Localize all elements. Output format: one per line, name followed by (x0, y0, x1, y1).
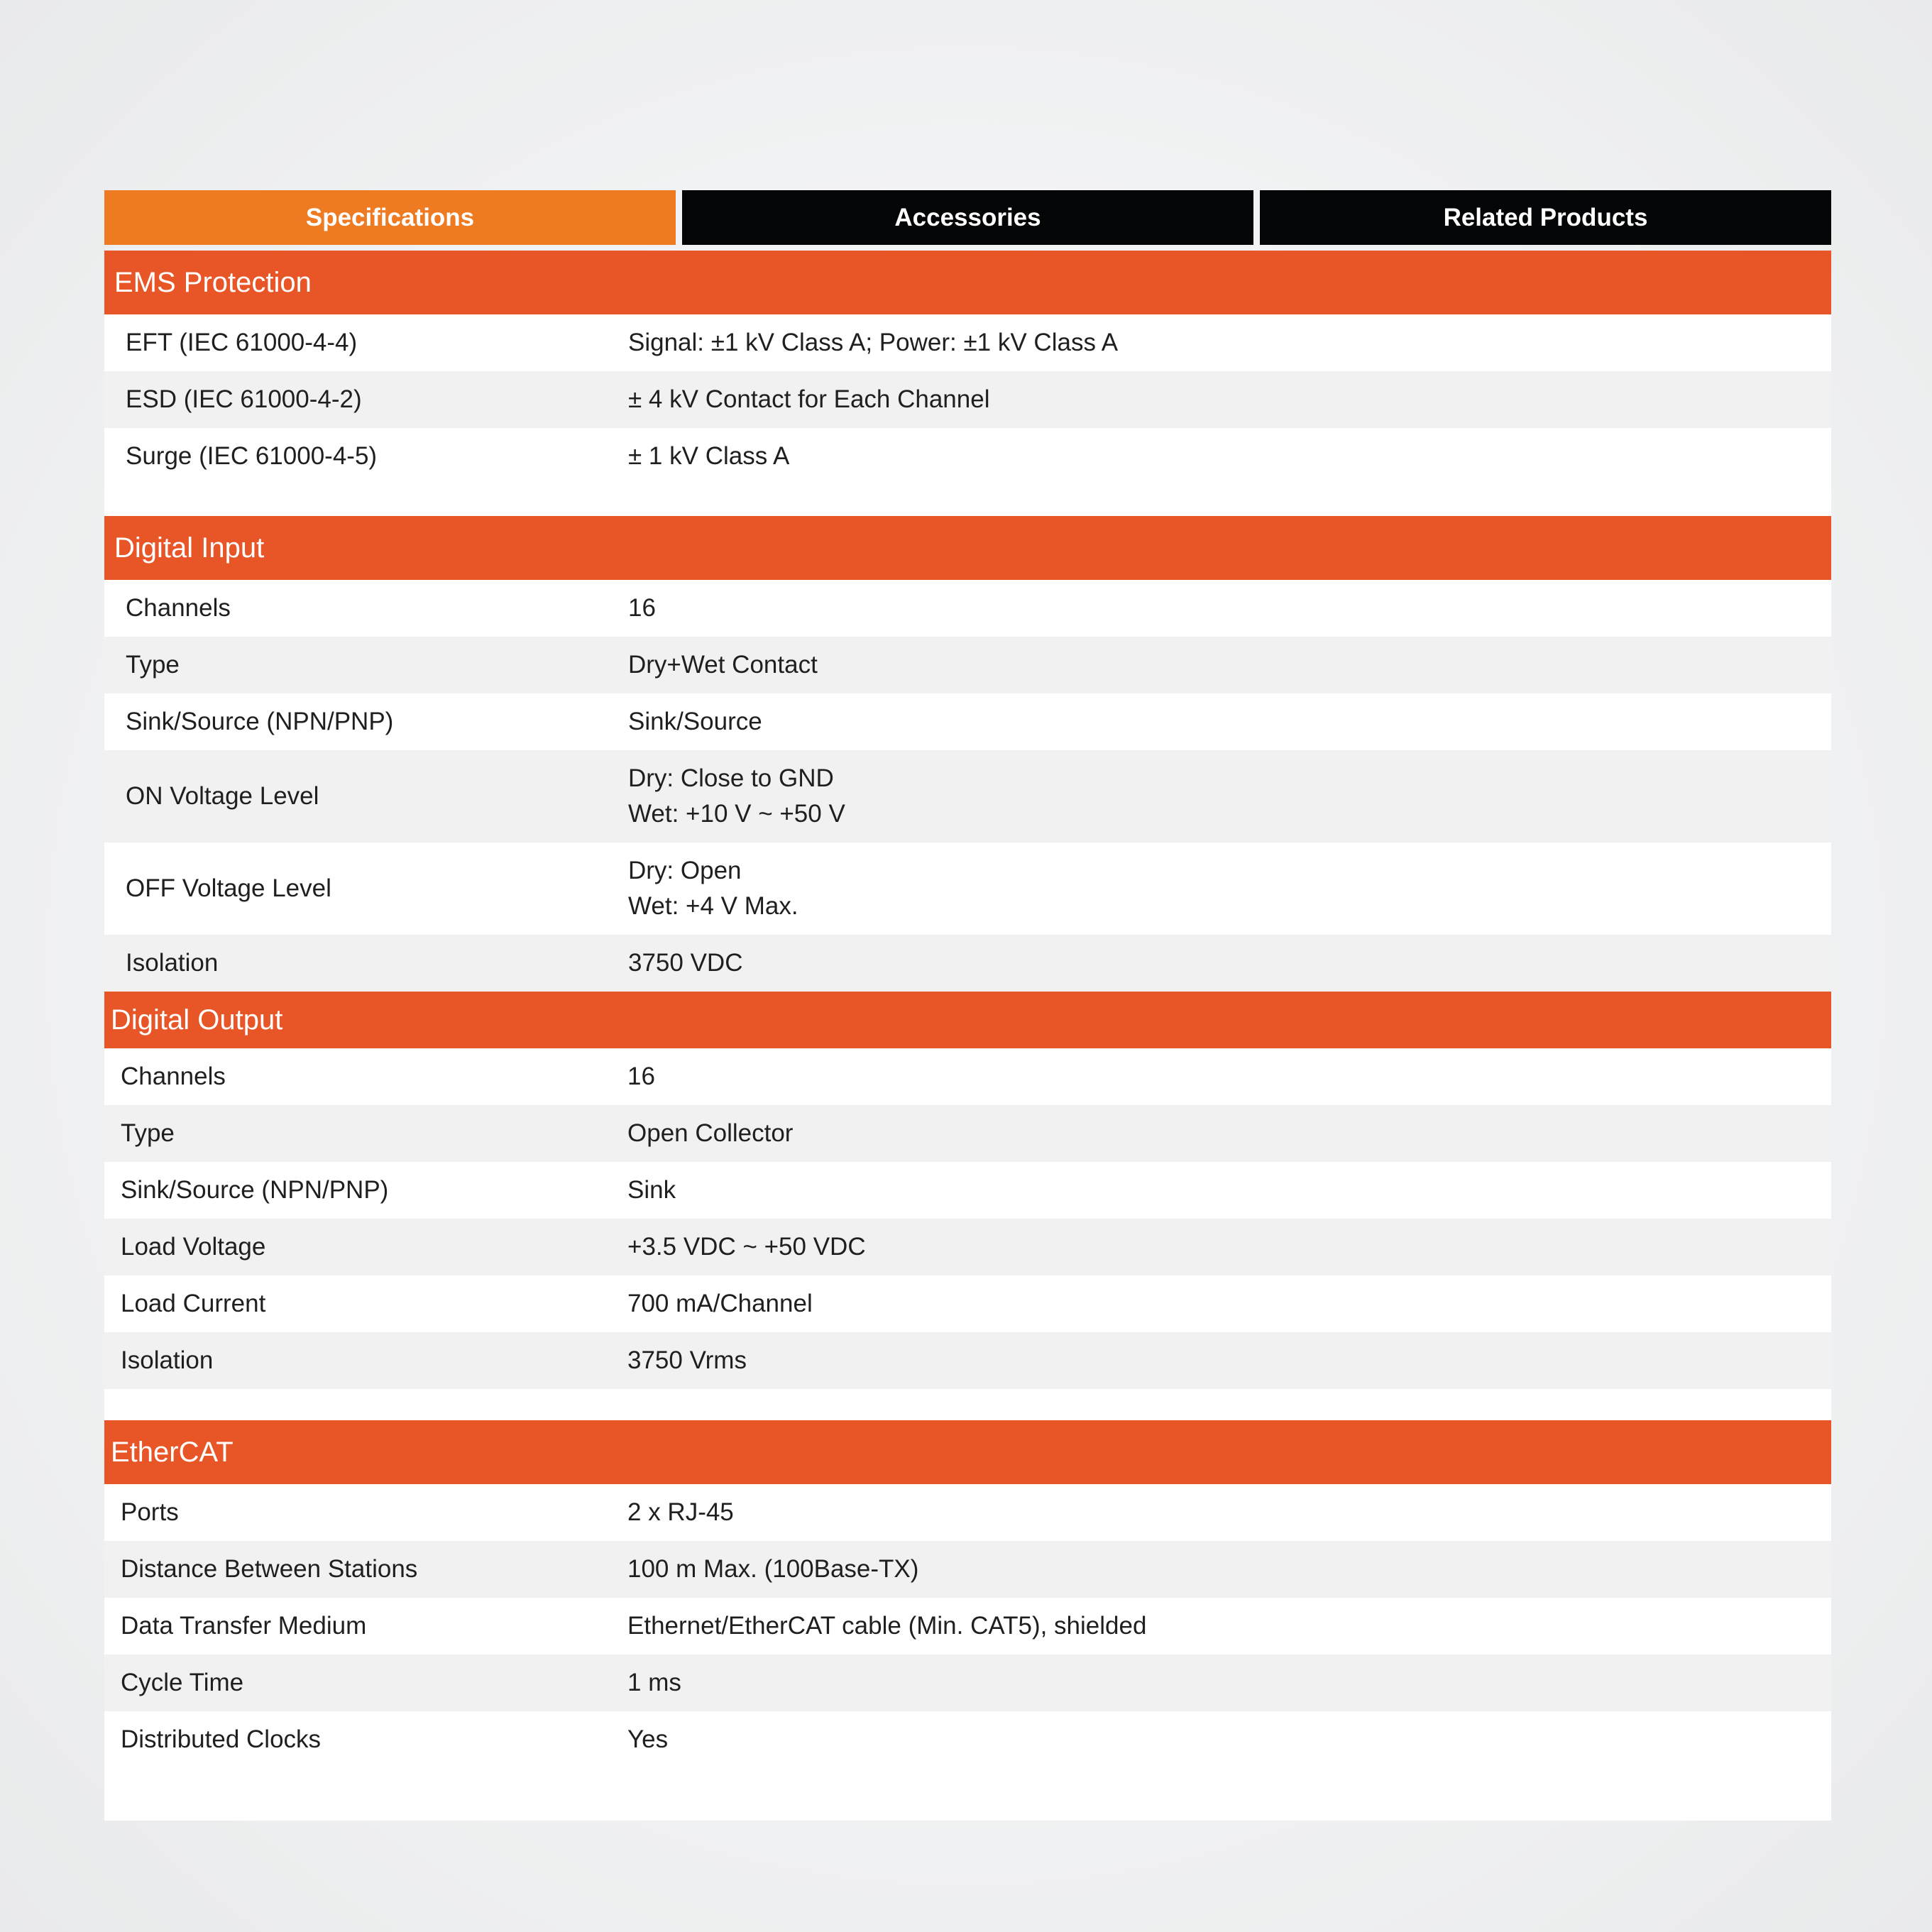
table-row (104, 1162, 1831, 1219)
spec-value: 3750 Vrms (627, 1346, 747, 1374)
spec-value: 2 x RJ-45 (627, 1498, 734, 1526)
table-row (104, 637, 1831, 693)
section-title: Digital Output (104, 992, 1831, 1048)
spec-value: 1 ms (627, 1669, 681, 1696)
spec-label: Sink/Source (NPN/PNP) (121, 1176, 389, 1204)
spec-value: 100 m Max. (100Base-TX) (627, 1555, 919, 1583)
table-row (104, 428, 1831, 485)
spec-label: Channels (126, 594, 231, 622)
table-row (104, 1598, 1831, 1654)
section-spacer (104, 1389, 1831, 1420)
spec-value: ± 1 kV Class A (628, 442, 790, 470)
spec-label: ESD (IEC 61000-4-2) (126, 385, 362, 413)
section-title: EMS Protection (104, 251, 1831, 314)
table-row (104, 1105, 1831, 1162)
table-row (104, 842, 1831, 935)
section-ethercat (104, 1420, 1831, 1821)
spec-label: Ports (121, 1498, 179, 1526)
section-spacer (104, 485, 1831, 516)
table-row (104, 371, 1831, 428)
spec-value (628, 853, 1831, 924)
spec-value: ± 4 kV Contact for Each Channel (628, 385, 990, 413)
spec-label: Load Voltage (121, 1233, 266, 1261)
spec-value: Open Collector (627, 1119, 794, 1147)
table-row (104, 1219, 1831, 1275)
spec-label: Cycle Time (121, 1669, 244, 1696)
spec-label: Isolation (121, 1346, 214, 1374)
spec-value-line: Wet: +10 V ~ +50 V (628, 800, 845, 828)
spec-value: +3.5 VDC ~ +50 VDC (627, 1233, 866, 1261)
table-row (104, 314, 1831, 371)
section-ems-protection (104, 251, 1831, 516)
spec-label: EFT (IEC 61000-4-4) (126, 329, 358, 356)
spec-label: Load Current (121, 1290, 266, 1317)
spec-value: Sink/Source (628, 708, 762, 735)
section-digital-input (104, 516, 1831, 992)
spec-label: Isolation (126, 949, 219, 977)
spec-value: Signal: ±1 kV Class A; Power: ±1 kV Class A (628, 329, 1119, 356)
section-spacer (104, 1768, 1831, 1821)
spec-value: Ethernet/EtherCAT cable (Min. CAT5), shielded (627, 1612, 1147, 1640)
spec-label: Distributed Clocks (121, 1725, 322, 1753)
table-row (104, 1541, 1831, 1598)
section-title: EtherCAT (104, 1420, 1831, 1484)
spec-label: Channels (121, 1063, 226, 1090)
table-row (104, 1484, 1831, 1541)
spec-label: ON Voltage Level (126, 782, 319, 810)
tab-accessories[interactable]: Accessories (682, 190, 1253, 245)
table-row (104, 1654, 1831, 1711)
spec-value: Yes (627, 1725, 669, 1753)
table-row (104, 935, 1831, 992)
tab-related-products[interactable]: Related Products (1260, 190, 1831, 245)
spec-label: Type (121, 1119, 175, 1147)
spec-label: OFF Voltage Level (126, 874, 331, 902)
tab-bar (104, 190, 1831, 245)
table-row (104, 693, 1831, 750)
section-title: Digital Input (104, 516, 1831, 580)
spec-value: Sink (627, 1176, 676, 1204)
spec-label: Sink/Source (NPN/PNP) (126, 708, 394, 735)
table-row (104, 1275, 1831, 1332)
spec-value-line: Wet: +4 V Max. (628, 892, 798, 920)
spec-value: Dry+Wet Contact (628, 651, 818, 679)
table-row (104, 1711, 1831, 1768)
spec-label: Distance Between Stations (121, 1555, 418, 1583)
spec-value (628, 761, 1831, 832)
spec-value: 3750 VDC (628, 949, 743, 977)
table-row (104, 1048, 1831, 1105)
table-row (104, 580, 1831, 637)
spec-sheet (104, 190, 1831, 1821)
table-row (104, 750, 1831, 842)
spec-label: Data Transfer Medium (121, 1612, 367, 1640)
spec-value-line: Dry: Close to GND (628, 764, 834, 792)
section-digital-output (104, 992, 1831, 1420)
spec-label: Type (126, 651, 180, 679)
spec-value: 16 (627, 1063, 655, 1090)
tab-specifications[interactable]: Specifications (104, 190, 676, 245)
spec-label: Surge (IEC 61000-4-5) (126, 442, 378, 470)
spec-value: 700 mA/Channel (627, 1290, 813, 1317)
table-row (104, 1332, 1831, 1389)
spec-value-line: Dry: Open (628, 857, 742, 884)
spec-value: 16 (628, 594, 656, 622)
